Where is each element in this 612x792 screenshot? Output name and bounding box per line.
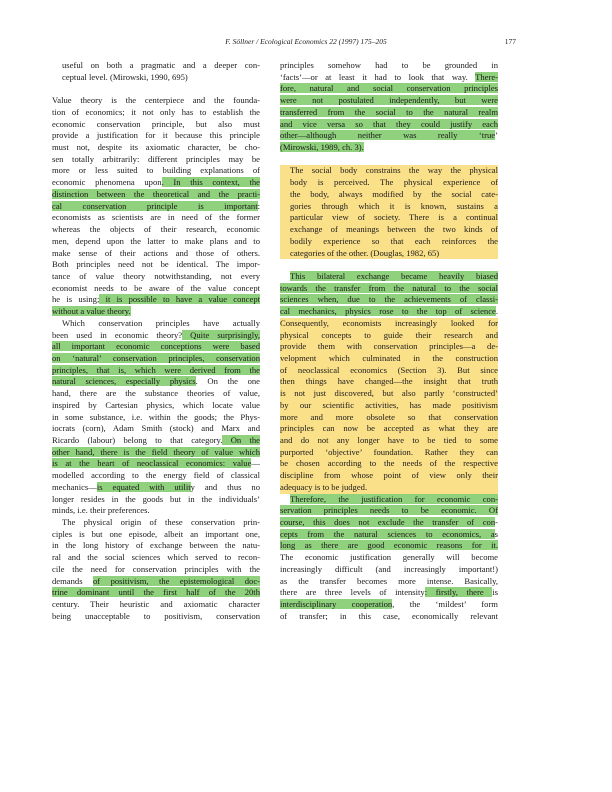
highlight: without a value theory. — [52, 306, 131, 317]
text-line: cal conservation principle is important: — [52, 200, 260, 211]
text-line: categories of the other. (Douglas, 1982, 65) — [280, 248, 498, 260]
text-line: Which conservation principles have actually — [62, 317, 260, 328]
text-line: must not, despite its axiomatic character, be cho- — [52, 142, 260, 153]
text-line: provide them with conservation principles—a de- — [280, 341, 498, 352]
text-line: physical concepts to guide their research and — [280, 329, 498, 340]
text-line: economic phenomena upon. In this context, the — [52, 177, 260, 188]
text-line: been used in economic theory? Quite surprisingly, — [52, 329, 260, 340]
text-line: principles somehow had to be grounded in — [280, 60, 498, 70]
highlight: This bilateral exchange became heavily biased — [290, 270, 498, 281]
text-line: modelled according to the energy field of classical — [52, 470, 260, 481]
text-line: tion of economics; it not only has to establish the — [52, 106, 260, 117]
text-line: being unacceptable to positivism, conservation — [52, 610, 260, 621]
text-line: Ricardo (labour) belong to that category. On the — [52, 435, 260, 445]
text-line: exchange of meanings between the two kinds of — [280, 224, 498, 236]
text-line: sen totally arbitrarily: different principles may be — [52, 153, 260, 164]
running-head: F. Söllner / Ecological Economics 22 (1997) 175–205 — [225, 37, 387, 46]
text-line: Value theory is the centerpiece and the founda- — [52, 95, 260, 106]
text-line: purported ‘objective’ foundation. Rather they can — [280, 446, 498, 457]
highlight: is at the heart of neoclassical economics: value — [52, 458, 252, 469]
text-line: be chosen according to the needs of the respective — [280, 458, 498, 469]
text-line: century. Their heuristic and axiomatic character — [52, 599, 260, 610]
text-line — [52, 447, 260, 459]
text-line: economic conservation principle, but also must — [52, 118, 260, 129]
text-line: velopment which culminated in the construction — [280, 352, 498, 363]
text-line: cal mechanics, physics rose to the top of science. — [280, 306, 498, 317]
text-line: inspired by Cartesian physics, which locate value — [52, 399, 260, 410]
text-line: useful on both a pragmatic and a deeper con- — [62, 60, 260, 70]
text-line: gories through which it is known, sustains a — [280, 201, 498, 213]
text-line: he is using; it is possible to have a value concept — [52, 294, 260, 305]
text-line: of neoclassical economics (Section 3). But since — [280, 364, 498, 375]
text-line: whereas the objects of their research, economic — [52, 224, 260, 235]
text-line: by our scientific activities, has made positivism — [280, 399, 498, 410]
text-line — [52, 353, 260, 365]
text-line: men, depend upon the latter to make plans and to — [52, 235, 260, 246]
text-line — [52, 83, 260, 95]
highlight: Quite surprisingly, — [182, 329, 260, 340]
highlight: on ‘natural’ conservation principles, conservation — [52, 352, 260, 363]
text-line: is at the heart of neoclassical economics: value— — [52, 458, 260, 469]
highlight: There- — [475, 71, 498, 82]
text-line — [280, 119, 498, 131]
highlight: : firstly, there — [424, 587, 493, 598]
highlight: other—although neither was really ‘true — [280, 130, 496, 141]
text-line — [280, 271, 498, 283]
highlight: other hand, there is the field theory of value which — [52, 446, 260, 457]
text-line: adequacy is to be judged. — [280, 482, 498, 494]
text-line — [280, 505, 498, 517]
highlight: trine dominant until the first half of the 20th — [52, 587, 260, 598]
text-line: Both principles need not be identical. The impor- — [52, 259, 260, 270]
text-line: cile the need for conservation principles with the — [52, 563, 260, 574]
text-line: as the transfer becomes more intense. Basically, — [280, 575, 498, 586]
highlight: sciences when, due to the achievements of classi- — [280, 294, 498, 305]
highlight: interdisciplinary cooperation — [280, 599, 393, 610]
text-line: ‘facts’—or at least it had to look that way. There- — [280, 71, 498, 82]
text-line: principles can now be accepted as what they are — [280, 423, 498, 434]
text-line: there are three levels of intensity: firstly, there is — [280, 587, 498, 598]
text-line — [280, 283, 498, 295]
highlight: distinction between the theoretical and the practi- — [52, 188, 260, 199]
text-line: demands of positivism, the epistemological doc- — [52, 575, 260, 586]
left-column — [52, 60, 260, 623]
text-line — [280, 294, 498, 306]
highlight: cepts from the natural sciences to economics, a — [280, 528, 495, 539]
text-line — [280, 142, 498, 154]
text-line: bodily experience so that each reinforces the — [280, 236, 498, 248]
highlight: Therefore, the justification for economic con- — [290, 493, 498, 504]
highlight: (Mirowski, 1989, ch. 3). — [280, 142, 364, 153]
text-line — [52, 587, 260, 599]
right-column — [280, 60, 498, 623]
page-number: 177 — [504, 37, 516, 46]
text-line: is not just discovered, but also partly ‘constructed’ — [280, 388, 498, 399]
highlight: towards the transfer from the natural to the social — [280, 282, 498, 293]
text-line: economists as scientists are in need of the former — [52, 212, 260, 223]
text-line: in the long history of exchange between the natu- — [52, 540, 260, 551]
text-line: iocrats (corn), Adam Smith (stock) and Marx and — [52, 423, 260, 434]
text-line: economist needs to be aware of the value concept — [52, 282, 260, 293]
text-line: The physical origin of these conservation prin- — [62, 517, 260, 528]
highlight: it is possible to have a value concept — [99, 294, 260, 305]
highlight: natural sciences, especially physics — [52, 376, 196, 387]
highlight: of positivism, the epistemological doc- — [92, 575, 260, 586]
highlight: course, this does not exclude the transfer of con — [280, 517, 496, 528]
text-line — [52, 341, 260, 353]
highlight: transferred from the social to the natural realm — [280, 106, 498, 117]
text-line: increasingly difficult (and increasingly important!) — [280, 563, 498, 574]
text-line: then things have changed—the insight that truth — [280, 376, 498, 387]
text-line: ceptual level. (Mirowski, 1990, 695) — [62, 71, 188, 82]
text-line: longer resides in the goods but in the individuals’ — [52, 493, 260, 504]
text-line: other—although neither was really ‘true’ — [280, 130, 498, 141]
text-line: body is perceived. The physical experience of — [280, 177, 498, 189]
highlight: all important economic conceptions were based — [52, 341, 260, 352]
text-line: The social body constrains the way the physical — [280, 165, 498, 177]
text-line — [280, 259, 498, 271]
text-line: ral and the social sciences which served to recon- — [52, 552, 260, 563]
text-line — [52, 306, 260, 318]
text-line: provide a justification for it because this principle — [52, 130, 260, 141]
page-header — [0, 37, 612, 49]
text-line: particular view of society. There is a continual — [280, 212, 498, 224]
text-line: more and more obsolete so that conservation — [280, 411, 498, 422]
highlight: principles, that is, which were derived from the — [52, 364, 260, 375]
text-line: the body, always modified by the social cate- — [280, 189, 498, 201]
text-line: of transfer; in this case, economically relevant — [280, 610, 498, 621]
text-line: in some substance, i.e. within the goods; the Phys- — [52, 411, 260, 422]
text-line — [280, 107, 498, 119]
text-line: course, this does not exclude the transfer of con- — [280, 517, 498, 528]
highlight: and vice versa so that they could justify each — [280, 118, 498, 129]
highlight: were not postulated independently, but were — [280, 95, 498, 106]
text-line: ciples is but one episode, albeit an important one, — [52, 528, 260, 539]
text-line — [280, 95, 498, 107]
text-line — [52, 365, 260, 377]
text-line: tance of value theory notwithstanding, not every — [52, 270, 260, 281]
highlight: fore, natural and social conservation principles — [280, 83, 498, 94]
text-line: The economic justification generally will become — [280, 552, 498, 563]
highlight: cal mechanics, physics rose to the top of science — [280, 306, 496, 317]
text-line — [280, 494, 498, 506]
text-line: natural sciences, especially physics. On the one — [52, 376, 260, 387]
text-line — [280, 83, 498, 95]
text-line: cepts from the natural sciences to economics, as — [280, 528, 498, 539]
highlight: cal conservation principle is important — [52, 200, 258, 211]
text-line — [280, 154, 498, 166]
text-line: mechanics—is equated with utility and thus no — [52, 481, 260, 492]
highlight: is equated with utilit — [96, 481, 191, 492]
text-line: hand, there are the substance theories of value, — [52, 388, 260, 399]
text-line: more or less suited to building explanations of — [52, 165, 260, 176]
text-line — [52, 189, 260, 201]
text-line: Consequently, economists increasingly looked for — [280, 317, 498, 328]
text-line: make sense of their actions and those of others. — [52, 247, 260, 258]
highlight: servation principles needs to be economic. Of — [280, 505, 498, 516]
highlight: long as there are good economic reasons for it. — [280, 540, 498, 551]
highlight: On the — [222, 435, 260, 445]
text-line: discipline from whose point of view only their — [280, 470, 498, 481]
text-line: interdisciplinary cooperation, the ‘mildest’ form — [280, 599, 498, 610]
text-line: and do not any longer have to be tied to some — [280, 435, 498, 445]
text-line: minds, i.e. their preferences. — [52, 505, 150, 516]
highlight: . In this context, the — [161, 177, 260, 188]
text-line — [280, 540, 498, 552]
